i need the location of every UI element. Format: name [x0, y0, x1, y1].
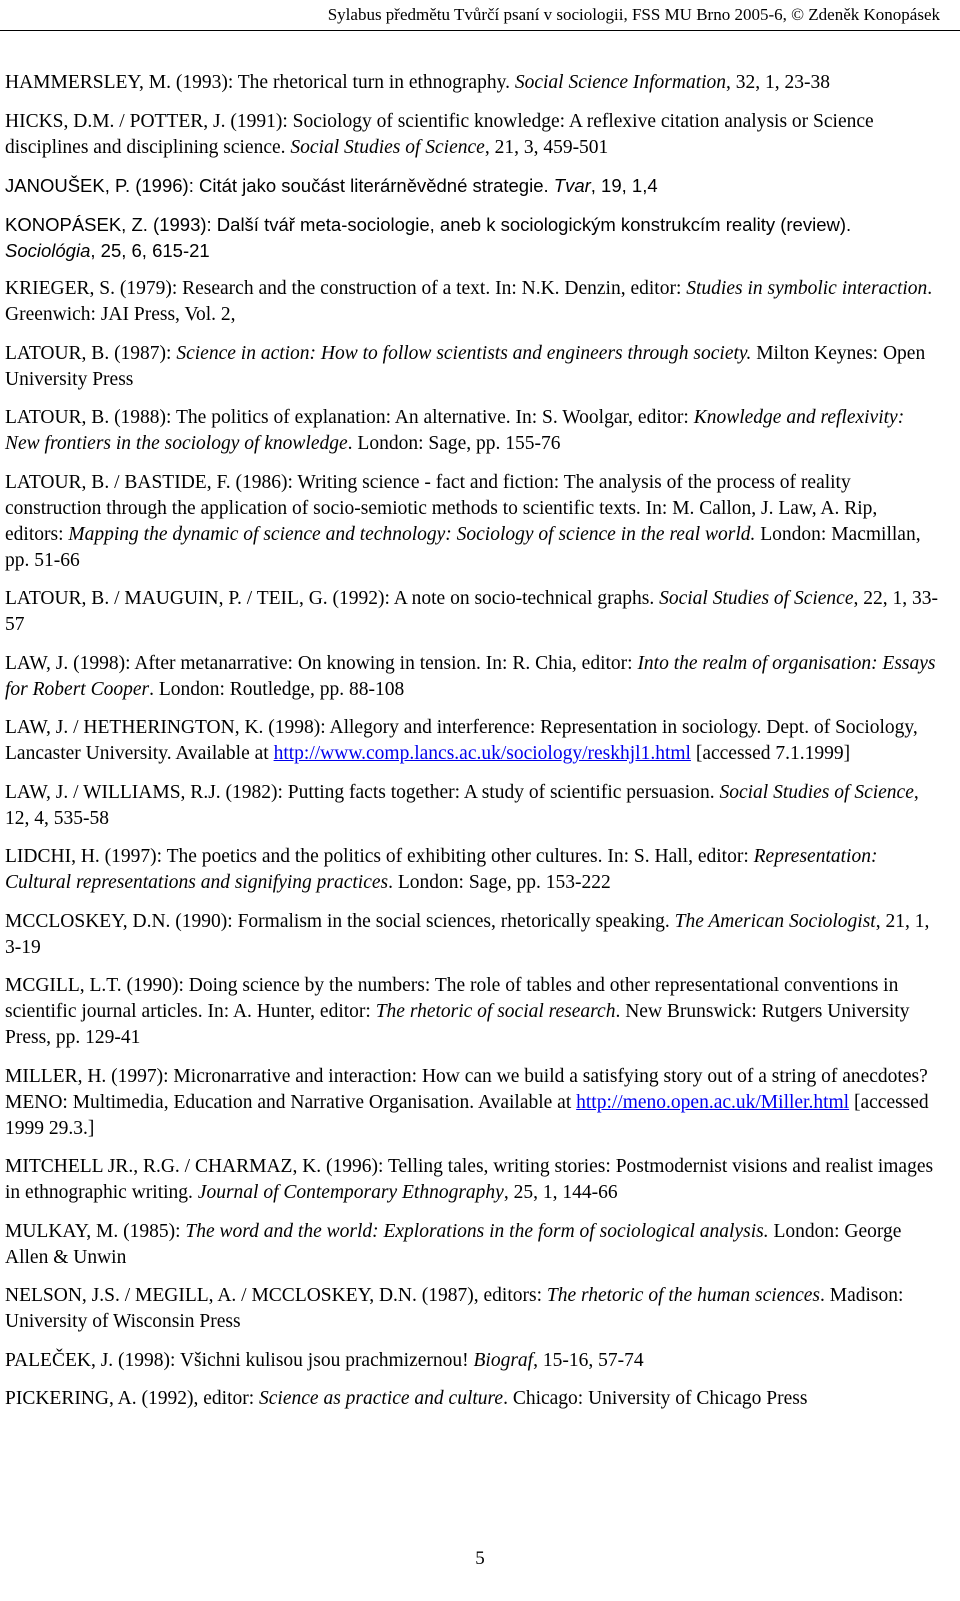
reference-item: LATOUR, B. (1987): Science in action: How to follow scientists and engineers through society. Milton Keynes: Open University Press: [5, 342, 926, 390]
reference-item: PALEČEK, J. (1998): Všichni kulisou jsou prachmizernou! Biograf, 15-16, 57-74: [5, 1349, 644, 1371]
reference-item: NELSON, J.S. / MEGILL, A. / MCCLOSKEY, D.N. (1987), editors: The rhetoric of the human sciences. Madison: University of Wisconsin Press: [5, 1285, 904, 1332]
bibliography-list: [5, 70, 940, 1425]
reference-link[interactable]: http://www.comp.lancs.ac.uk/sociology/reskhjl1.html: [273, 743, 691, 764]
reference-item: MITCHELL JR., R.G. / CHARMAZ, K. (1996): Telling tales, writing stories: Postmodernist visions and realist images in ethnographic writing. Journal of Contemporary Ethnography, 25, 1, 144-66: [5, 1156, 934, 1203]
header-divider: [0, 30, 960, 31]
reference-item: LAW, J. (1998): After metanarrative: On knowing in tension. In: R. Chia, editor: Into the realm of organisation: Essays for Robert Cooper. London: Routledge, pp. 88-108: [5, 652, 936, 700]
reference-link[interactable]: http://meno.open.ac.uk/Miller.html: [576, 1091, 850, 1113]
reference-item: JANOUŠEK, P. (1996): Citát jako součást literárněvědné strategie. Tvar, 19, 1,4: [5, 175, 658, 196]
reference-item: MCGILL, L.T. (1990): Doing science by the numbers: The role of tables and other representational conventions in scientific journal articles. In: A. Hunter, editor: The rhetoric of social research. New Brunswick: Rutgers University Press, pp. 129-41: [5, 975, 910, 1048]
reference-item: KONOPÁSEK, Z. (1993): Další tvář meta-sociologie, aneb k sociologickým konstrukcím reality (review). Sociológia, 25, 6, 615-21: [5, 213, 852, 261]
reference-item: LIDCHI, H. (1997): The poetics and the politics of exhibiting other cultures. In: S. Hall, editor: Representation: Cultural representations and signifying practices. London: Sage, pp. 153-222: [5, 846, 878, 893]
reference-item: LAW, J. / WILLIAMS, R.J. (1982): Putting facts together: A study of scientific persuasion. Social Studies of Science, 12, 4, 535-58: [5, 781, 919, 829]
page-header: Sylabus předmětu Tvůrčí psaní v sociologii, FSS MU Brno 2005-6, © Zdeněk Konopásek: [327, 5, 940, 24]
reference-item: LATOUR, B. / MAUGUIN, P. / TEIL, G. (1992): A note on socio-technical graphs. Social Studies of Science, 22, 1, 33-57: [5, 588, 938, 635]
page-number: 5: [475, 1548, 485, 1569]
reference-item: MILLER, H. (1997): Micronarrative and interaction: How can we build a satisfying story out of a string of anecdotes? MENO: Multimedia, Education and Narrative Organisation. Available at http://meno.open.ac.uk/Miller.html [accessed 1999 29.3.]: [5, 1065, 929, 1139]
reference-item: LAW, J. / HETHERINGTON, K. (1998): Allegory and interference: Representation in sociology. Dept. of Sociology, Lancaster University. Available at http://www.comp.lancs.ac.uk/sociology/reskhjl1.html [accessed 7.1.1999]: [5, 717, 918, 764]
reference-item: HAMMERSLEY, M. (1993): The rhetorical turn in ethnography. Social Science Information, 32, 1, 23-38: [5, 72, 831, 93]
reference-item: LATOUR, B. / BASTIDE, F. (1986): Writing science - fact and fiction: The analysis of the process of reality construction through the application of socio-semiotic methods to scientific texts. In: M. Callon, J. Law, A. Rip, editors: Mapping the dynamic of science and technology: Sociology of science in the real world. London: Macmillan, pp. 51-66: [5, 471, 921, 571]
reference-item: LATOUR, B. (1988): The politics of explanation: An alternative. In: S. Woolgar, editor: Knowledge and reflexivity: New frontiers in the sociology of knowledge. London: Sage, pp. 155-76: [5, 407, 905, 454]
reference-item: KRIEGER, S. (1979): Research and the construction of a text. In: N.K. Denzin, editor: Studies in symbolic interaction. Greenwich: JAI Press, Vol. 2,: [5, 278, 933, 325]
reference-item: MULKAY, M. (1985): The word and the world: Explorations in the form of sociological analysis. London: George Allen & Unwin: [5, 1220, 902, 1268]
reference-item: PICKERING, A. (1992), editor: Science as practice and culture. Chicago: University of Chicago Press: [5, 1388, 808, 1409]
reference-item: HICKS, D.M. / POTTER, J. (1991): Sociology of scientific knowledge: A reflexive citation analysis or Science disciplines and disciplining science. Social Studies of Science, 21, 3, 459-501: [5, 110, 874, 158]
reference-item: MCCLOSKEY, D.N. (1990): Formalism in the social sciences, rhetorically speaking. The American Sociologist, 21, 1, 3-19: [5, 910, 930, 958]
